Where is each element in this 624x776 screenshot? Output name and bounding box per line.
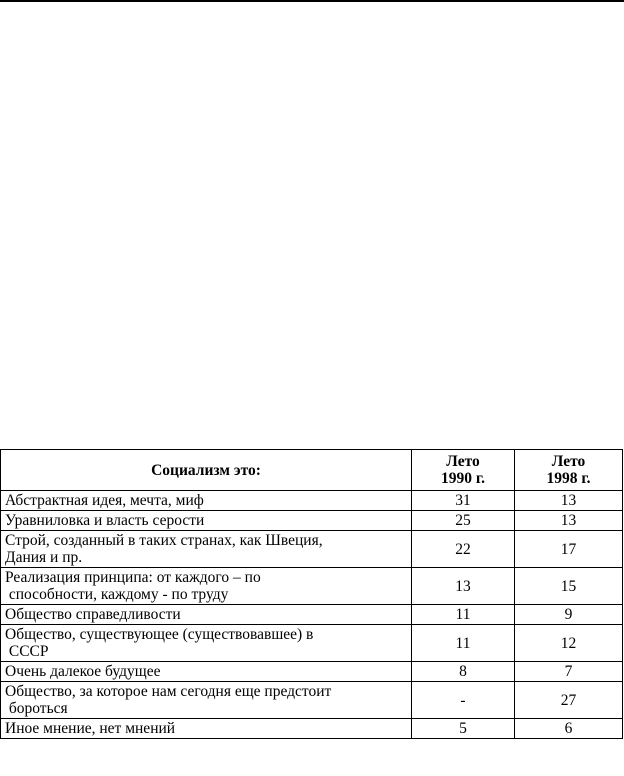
value-1998: 9 — [515, 605, 623, 625]
value-1998: 13 — [515, 491, 623, 511]
table-row — [1, 531, 623, 568]
value-1990: 31 — [412, 491, 515, 511]
row-label: Общество, существующее (существовавшее) в СССР — [1, 625, 412, 662]
header-1990: Лето 1990 г. — [412, 450, 515, 491]
value-1990: 22 — [412, 531, 515, 568]
row-label: Уравниловка и власть серости — [1, 511, 412, 531]
value-1998: 27 — [515, 682, 623, 719]
value-1990: 5 — [412, 719, 515, 739]
row-label: Абстрактная идея, мечта, миф — [1, 491, 412, 511]
row-label: Общество, за которое нам сегодня еще предстоит бороться — [1, 682, 412, 719]
value-1998: 13 — [515, 511, 623, 531]
value-1998: 15 — [515, 568, 623, 605]
row-label: Очень далекое будущее — [1, 662, 412, 682]
row-label: Иное мнение, нет мнений — [1, 719, 412, 739]
value-1998: 7 — [515, 662, 623, 682]
value-1990: 25 — [412, 511, 515, 531]
table-row — [1, 719, 623, 739]
row-label: Общество справедливости — [1, 605, 412, 625]
table-row — [1, 605, 623, 625]
value-1990: 11 — [412, 605, 515, 625]
value-1998: 12 — [515, 625, 623, 662]
value-1998: 6 — [515, 719, 623, 739]
table-row — [1, 511, 623, 531]
value-1990: 13 — [412, 568, 515, 605]
row-label: Строй, созданный в таких странах, как Швеция, Дания и пр. — [1, 531, 412, 568]
table-row — [1, 662, 623, 682]
value-1990: 11 — [412, 625, 515, 662]
survey-table — [0, 449, 623, 739]
row-label: Реализация принципа: от каждого – по способности, каждому - по труду — [1, 568, 412, 605]
top-rule — [0, 0, 624, 2]
value-1998: 17 — [515, 531, 623, 568]
value-1990: - — [412, 682, 515, 719]
header-label: Социализм это: — [1, 450, 412, 491]
value-1990: 8 — [412, 662, 515, 682]
table-row — [1, 568, 623, 605]
table-row — [1, 491, 623, 511]
table-row — [1, 682, 623, 719]
table-header-row — [1, 450, 623, 491]
table-row — [1, 625, 623, 662]
header-1998: Лето 1998 г. — [515, 450, 623, 491]
